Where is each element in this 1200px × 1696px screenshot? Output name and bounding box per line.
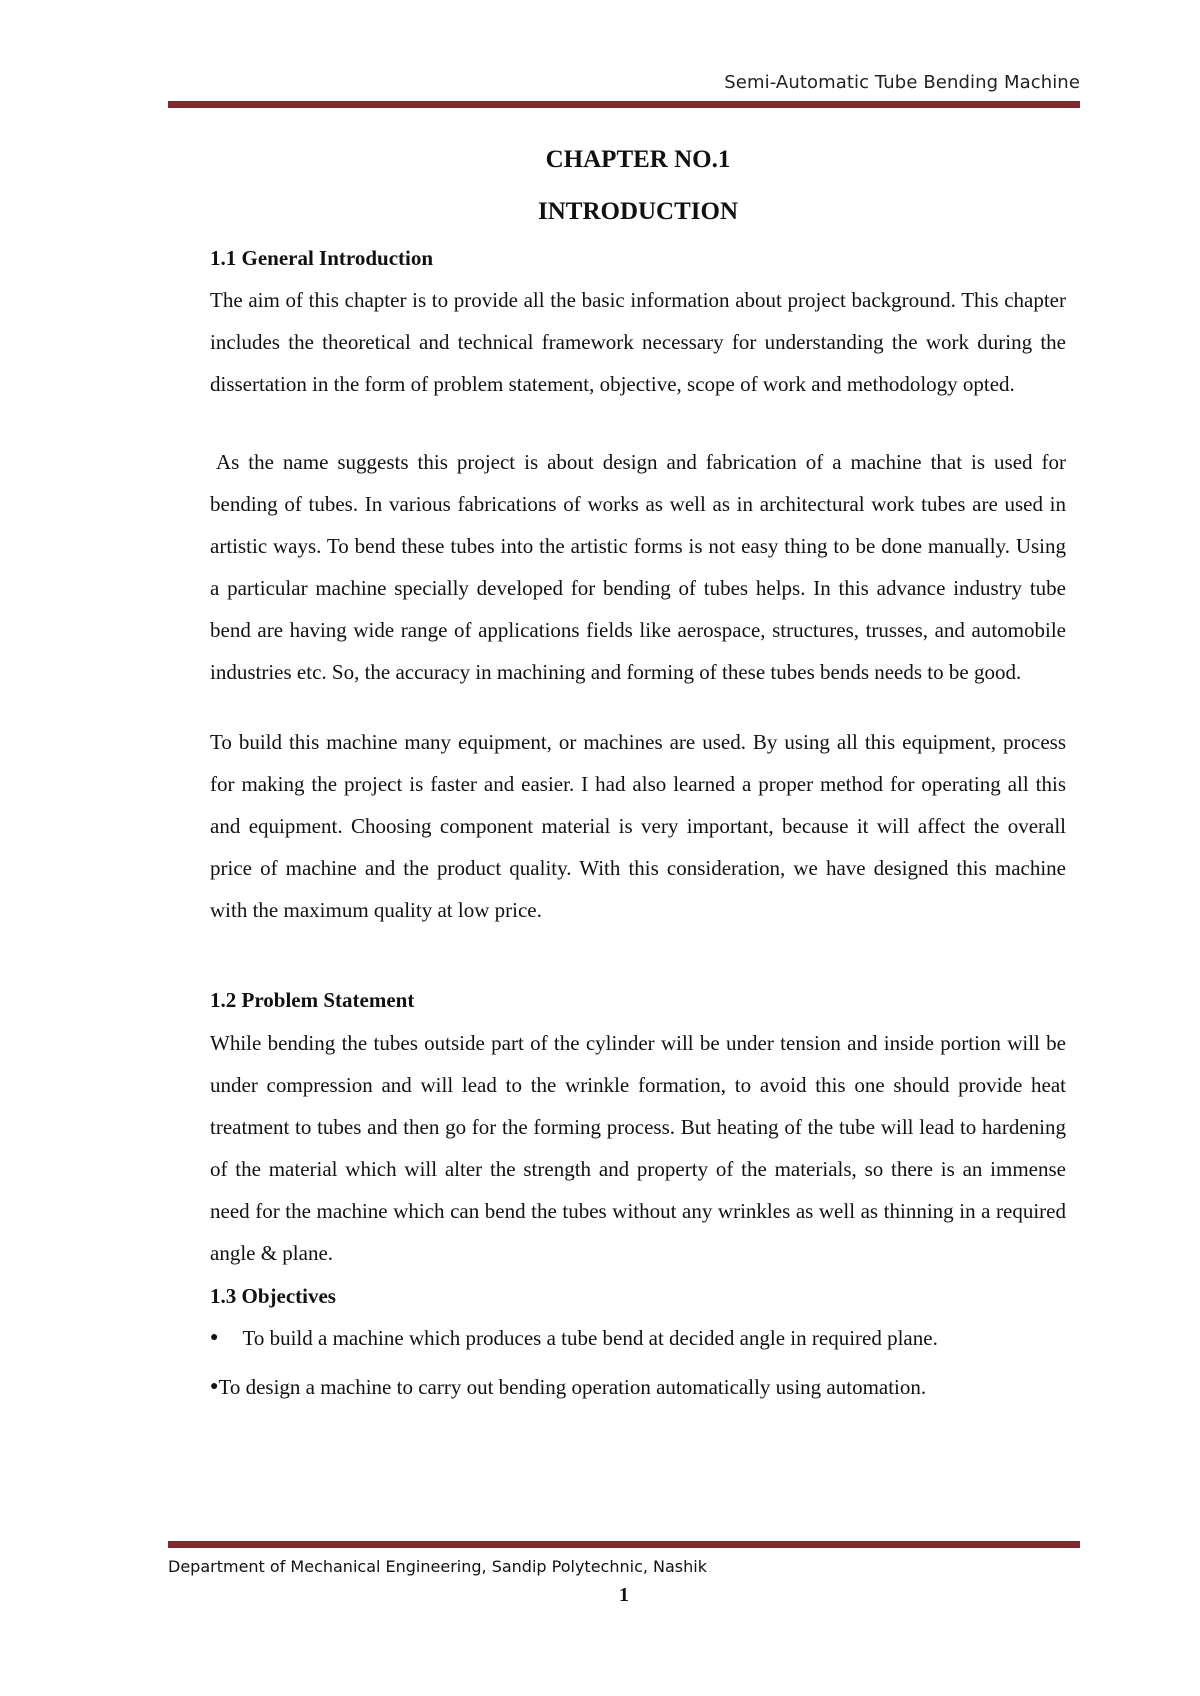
section-heading-general: 1.1 General Introduction [210, 246, 434, 270]
section-heading-objectives: 1.3 Objectives [210, 1284, 336, 1308]
objective-text: To build a machine which produces a tube bend at decided angle in required plane. [242, 1326, 938, 1350]
paragraph-project-about: As the name suggests this project is about design and fabrication of a machine that is used for bending of tubes. In various fabrications of works as well as in architectural work tubes are used in artistic ways. To bend these tubes into the artistic forms is not easy thing to be done manually. Using a particular machine specially developed for bending of tubes helps. In this advance industry tube bend are having wide range of applications fields like aerospace, structures, trusses, and automobile industries etc. So, the accuracy in machining and forming of these tubes bends needs to be good. [210, 450, 1066, 684]
header-rule [168, 101, 1080, 108]
bullet-icon: ● [210, 1379, 219, 1395]
footer-rule [168, 1541, 1080, 1548]
running-header-title: Semi-Automatic Tube Bending Machine [724, 72, 1080, 93]
chapter-number: CHAPTER NO.1 [545, 146, 731, 173]
footer-department: Department of Mechanical Engineering, Sandip Polytechnic, Nashik [168, 1557, 707, 1576]
bullet-icon: ● [210, 1330, 219, 1346]
chapter-title: INTRODUCTION [537, 198, 739, 225]
paragraph-build-machine: To build this machine many equipment, or machines are used. By using all this equipment, process for making the project is faster and easier. I had also learned a proper method for operating all this and equipment. Choosing component material is very important, because it will affect the overall price of machine and the product quality. With this consideration, we have designed this machine with the maximum quality at low price. [210, 730, 1066, 922]
section-heading-problem: 1.2 Problem Statement [210, 988, 415, 1012]
paragraph-aim: The aim of this chapter is to provide all the basic information about project background. This chapter includes the theoretical and technical framework necessary for understanding the work during the dissertation in the form of problem statement, objective, scope of work and methodology opted. [210, 288, 1066, 396]
paragraph-problem-statement: While bending the tubes outside part of the cylinder will be under tension and inside portion will be under compression and will lead to the wrinkle formation, to avoid this one should provide heat treatment to tubes and then go for the forming process. But heating of the tube will lead to hardening of the material which will alter the strength and property of the materials, so there is an immense need for the machine which can bend the tubes without any wrinkles as well as thinning in a required angle & plane. [210, 1031, 1066, 1265]
objective-item [210, 1372, 1066, 1404]
objective-item [210, 1323, 1066, 1355]
objective-text: To design a machine to carry out bending operation automatically using automation. [218, 1375, 927, 1399]
page-number: 1 [619, 1584, 629, 1606]
